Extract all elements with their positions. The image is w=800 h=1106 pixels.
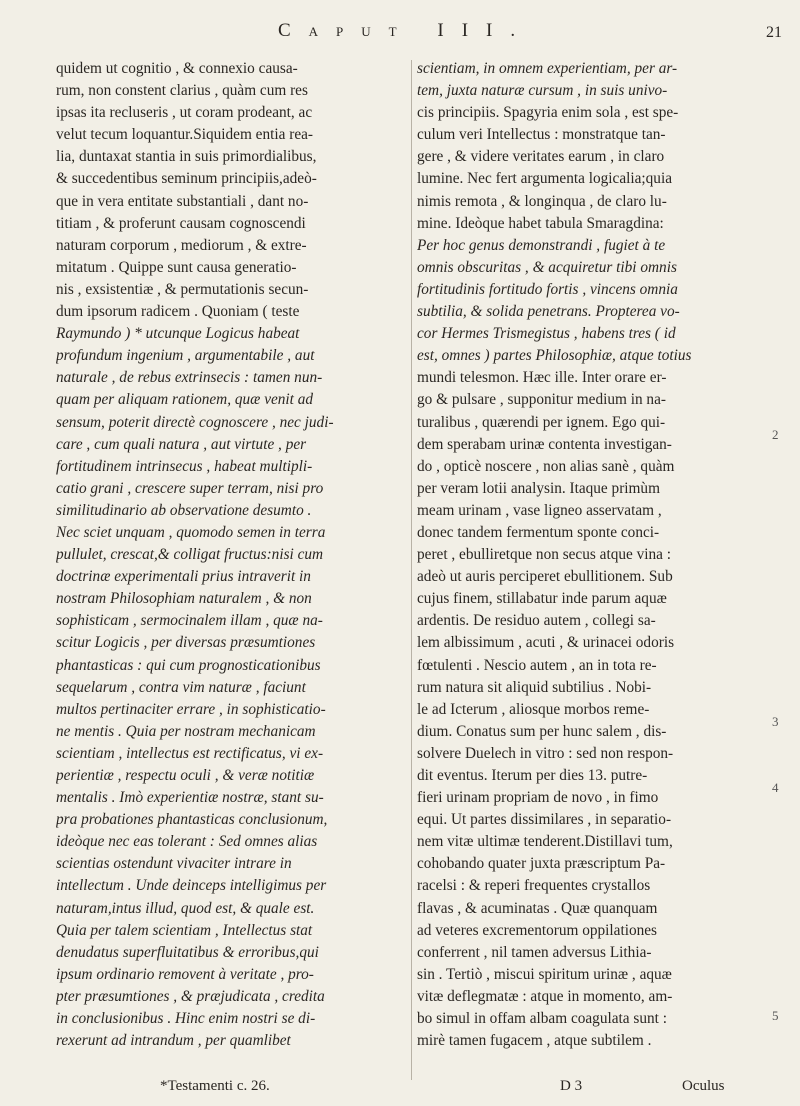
text-line: do , opticè noscere , non alias sanè , quàm [417,457,675,475]
text-line: sequelarum , contra vim naturæ , faciunt [56,678,306,696]
text-line: conferrent , nil tamen adversus Lithia- [417,943,652,961]
text-line: mirè tamen fugacem , atque subtilem . [417,1032,652,1050]
text-line: mine. Ideòque habet tabula Smaragdina: [417,214,664,232]
text-line: donec tandem fermentum sponte conci- [417,523,660,541]
text-line: dem sperabam urinæ contenta investigan- [417,435,672,453]
right-column [417,58,757,1052]
text-line: peret , ebulliretque non secus atque vina : [417,546,672,564]
text-line: solvere Duelech in vitro : sed non respon- [417,744,674,762]
text-line: fortitudinis fortitudo fortis , vincens omnia [417,280,678,298]
text-line: cis principiis. Spagyria enim sola , est spe- [417,104,679,122]
text-line: dum ipsorum radicem . Quoniam ( teste [56,303,300,321]
text-line: Per hoc genus demonstrandi , fugiet à te [417,236,666,254]
text-line: cor Hermes Trismegistus , habens tres ( id [417,325,676,343]
text-line: naturale , de rebus extrinsecis : tamen nun- [56,369,323,387]
text-line: adeò ut auris perciperet ebullitionem. Sub [417,568,673,586]
text-line: fortitudinem intrinsecus , habeat multipli- [56,457,313,475]
text-line: omnis obscuritas , & acquiretur tibi omnis [417,258,677,276]
text-line: mitatum . Quippe sunt causa generatio- [56,258,297,276]
text-line: scientias ostendunt vivaciter intrare in [56,855,292,873]
text-line: quidem ut cognitio , & connexio causa- [56,60,298,77]
text-line: sensum, poterit directè cognoscere , nec judi- [56,413,334,431]
text-line: cohobando quater juxta præscriptum Pa- [417,855,666,873]
text-line: nis , exsistentiæ , & permutationis secun- [56,280,309,298]
text-line: lumine. Nec fert argumenta logicalia;quia [417,170,672,188]
text-line: pter præsumtiones , & præjudicata , credita [56,987,325,1005]
margin-mark: 3 [772,714,779,729]
text-line: mentalis . Imò experientiæ nostræ, stant su- [56,789,324,807]
text-line: naturam,intus illud, quod est, & quale est. [56,899,315,917]
text-line: que in vera entitate substantiali , dant no- [56,192,309,210]
text-line: velut tecum loquantur.Siquidem entia rea- [56,126,313,144]
text-line: cujus finem, stillabatur inde parum aquæ [417,590,667,608]
text-line: ipsas ita recluseris , ut coram prodeant, ac [56,104,313,122]
text-line: lem albissimum , acuti , & urinacei odoris [417,634,675,652]
text-line: ideòque nec eas tolerant : Sed omnes alias [56,833,318,851]
column-divider [411,60,412,1080]
text-line: subtilia, & solida penetrans. Propterea vo- [417,303,680,321]
catchword: Oculus [682,1078,725,1094]
text-line: sin . Tertiò , miscui spiritum urinæ , aquæ [417,965,672,983]
text-line: sophisticam , sermocinalem illam , quæ na- [56,612,323,630]
text-line: Raymundo ) * utcunque Logicus habeat [56,325,300,343]
text-line: perientiæ , respectu oculi , & veræ notitiæ [56,767,315,784]
text-line: equi. Ut partes dissimilares , in separatio- [417,811,672,829]
text-line: ne mentis . Quia per nostram mechanicam [56,722,316,740]
text-line: nem vitæ ultimæ tenderent.Distillavi tum, [417,833,673,851]
text-line: dit eventus. Iterum per dies 13. putre- [417,767,648,784]
text-line: multos pertinaciter errare , in sophisticatio- [56,700,326,718]
margin-mark: 4 [772,780,779,795]
text-line: culum veri Intellectus : monstratque tan- [417,126,666,144]
text-line: ardentis. De residuo autem , collegi sa- [417,612,656,630]
text-line: nimis remota , & longinqua , de claro lu- [417,192,667,210]
text-line: nostram Philosophiam naturalem , & non [56,590,312,608]
text-line: est, omnes ) partes Philosophiæ, atque totius [417,347,692,365]
text-line: rexerunt ad intrandum , per quamlibet [56,1032,291,1050]
text-line: in conclusionibus . Hinc enim nostri se di- [56,1010,316,1028]
page-number: 21 [766,24,782,41]
text-line: rum natura sit aliquid subtilius . Nobi- [417,678,652,696]
text-line: meam urinam , vase ligneo asservatam , [417,501,662,519]
text-line: go & pulsare , supponitur medium in na- [417,391,666,409]
text-line: dium. Conatus sum per hunc salem , dis- [417,722,667,740]
text-line: similitudinario ab observatione desumto . [56,501,312,519]
text-line: & succedentibus seminum principiis,adeò- [56,170,317,188]
text-line: Quia per talem scientiam , Intellectus stat [56,921,313,939]
text-line: doctrinæ experimentali prius intraverit in [56,568,311,586]
text-line: mundi telesmon. Hæc ille. Inter orare er- [417,369,667,387]
text-line: Nec sciet unquam , quomodo semen in terra [56,523,326,541]
text-line: per veram lotii analysin. Itaque primùm [417,479,660,497]
text-line: intellectum . Unde deinceps intelligimus per [56,877,327,895]
text-line: racelsi : & reperi frequentes crystallos [417,877,651,895]
text-line: titiam , & proferunt causam cognoscendi [56,214,306,232]
text-line: scientiam, in omnem experientiam, per ar- [417,60,678,77]
text-line: scientiam , intellectus est rectificatus, vi ex- [56,744,324,762]
text-line: vitæ deflegmatæ : atque in momento, am- [417,987,673,1005]
text-line: pullulet, crescat,& colligat fructus:nisi cum [56,546,324,564]
text-line: pra probationes phantasticas conclusionum, [56,811,328,829]
text-line: gere , & videre veritates earum , in claro [417,148,665,166]
text-line: naturam corporum , mediorum , & extre- [56,236,307,254]
text-line: rum, non constent clarius , quàm cum res [56,82,308,100]
page-header [0,18,800,58]
footnote-reference: *Testamenti c. 26. [160,1078,270,1094]
running-head: Caput III. [278,20,534,41]
text-line: lia, duntaxat stantia in suis primordialibus, [56,148,317,166]
text-line: turalibus , quærendi per ignem. Ego qui- [417,413,666,431]
text-line: fieri urinam propriam de novo , in fimo [417,789,659,807]
text-line: flavas , & acuminatas . Quæ quanquam [417,899,658,917]
text-line: catio grani , crescere super terram, nisi pro [56,479,324,497]
text-line: fœtulenti . Nescio autem , an in tota re- [417,656,657,674]
text-line: denudatus superfluitatibus & erroribus,qui [56,943,319,961]
text-line: care , cum quali natura , aut virtute , per [56,435,307,453]
text-line: ad veteres excrementorum oppilationes [417,921,657,939]
text-line: bo simul in offam albam coagulata sunt : [417,1010,667,1028]
text-line: ipsum ordinario removent à veritate , pro- [56,965,314,983]
text-line: phantasticas : qui cum prognosticationibus [56,656,321,674]
margin-mark: 5 [772,1008,779,1023]
signature-mark: D 3 [560,1078,583,1094]
text-line: le ad Icterum , aliosque morbos reme- [417,700,650,718]
margin-mark: 2 [772,427,779,442]
text-line: tem, juxta naturæ cursum , in suis univo- [417,82,668,100]
text-line: profundum ingenium , argumentabile , aut [56,347,315,365]
text-line: scitur Logicis , per diversas præsumtiones [56,634,316,652]
left-column [56,58,404,1052]
text-line: quam per aliquam rationem, quæ venit ad [56,391,314,409]
